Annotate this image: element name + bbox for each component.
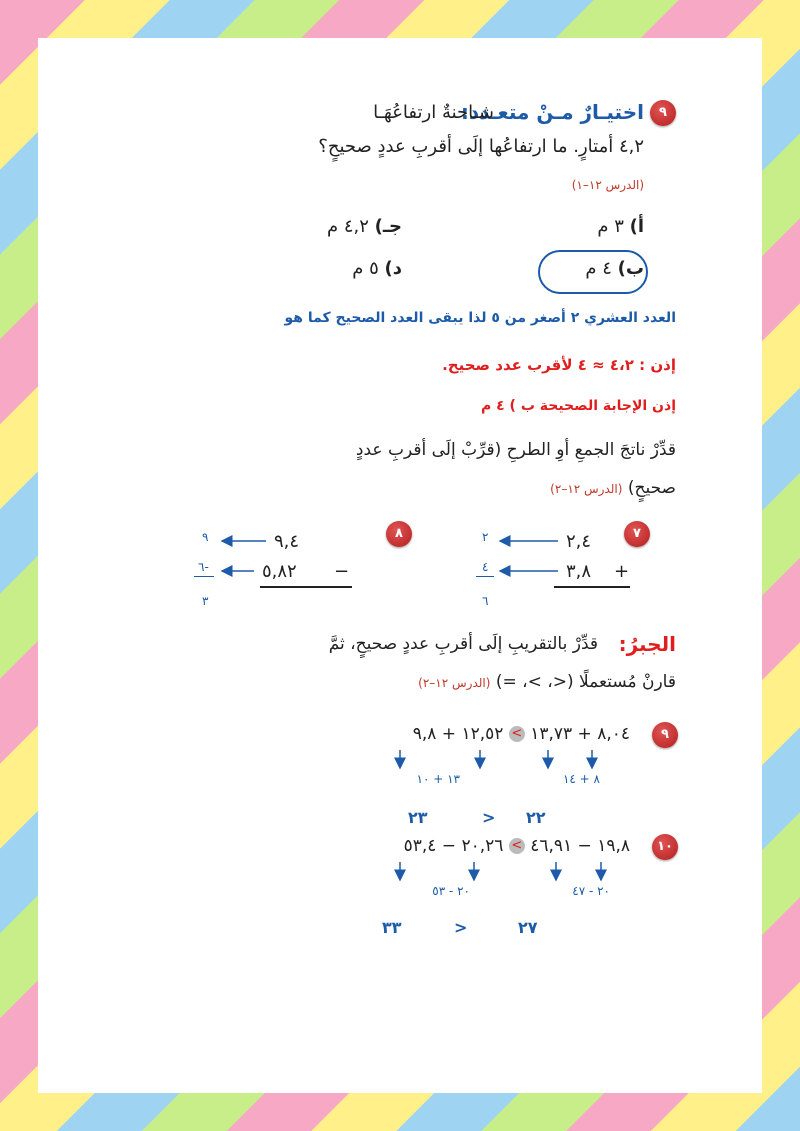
- algebra-title: الجبرُ:: [618, 632, 676, 656]
- option-d-value: ٥ م: [352, 258, 379, 279]
- option-b-value: ٤ م: [585, 258, 612, 279]
- addend-top: ٢,٤: [566, 531, 592, 552]
- correct-answer: إذن الإجابة الصحيحة ب ) ٤ م: [480, 398, 676, 414]
- worksheet-page: [38, 38, 762, 1093]
- option-c-label: جـ): [374, 216, 402, 237]
- comparison-symbol: >: [509, 726, 525, 742]
- estimate-instruction-text: صحيحٍ): [627, 478, 676, 498]
- estimate-result: ٦: [482, 594, 489, 608]
- total-comparison: >: [482, 808, 496, 827]
- minuend: ٩,٤: [274, 531, 300, 552]
- question-text-line2: ٤,٢ أمتارٍ. ما ارتفاعُها إلَى أقربِ عددٍ صحيحٍ؟: [318, 136, 644, 157]
- option-a-value: ٣ م: [597, 216, 624, 237]
- operator-plus: +: [614, 561, 631, 582]
- lesson-reference: (الدرس ١٢–٢): [418, 676, 491, 690]
- question-number-badge: ٩: [650, 100, 676, 126]
- left-rounded: ٢٠ - ٥٣: [432, 884, 470, 898]
- lesson-reference: (الدرس ١٢–٢): [550, 482, 623, 496]
- option-c-value: ٤,٢ م: [326, 216, 369, 237]
- problem-number-badge: ٨: [386, 521, 412, 547]
- left-expression: ٢٠,٢٦ − ٥٣,٤: [403, 836, 504, 856]
- lesson-reference: (الدرس ١٢–١): [571, 178, 644, 192]
- algebra-instruction-line1: قدِّرْ بالتقريبِ إلَى أقربِ عددٍ صحيحٍ، ثمَّ: [328, 634, 598, 654]
- rounding-result: إذن : ٤،٢ ≈ ٤ لأقرب عدد صحيح.: [442, 356, 676, 374]
- problem-number-badge: ١٠: [652, 834, 678, 860]
- addend-bottom: ٣,٨: [566, 561, 592, 582]
- annotation-arrows: [38, 38, 762, 1093]
- rounded-top: ٩: [202, 530, 209, 544]
- rounded-bottom: ٦-: [198, 560, 209, 574]
- right-rounded: ٢٠ - ٤٧: [572, 884, 610, 898]
- right-rounded: ٨ + ١٤: [562, 772, 600, 786]
- operator-minus: −: [334, 561, 351, 582]
- right-expression: ١٩,٨ − ٤٦,٩١: [530, 836, 630, 856]
- algebra-instruction-text: قارنْ مُستعملًا (<، >، =): [495, 672, 676, 692]
- left-total: ٢٣: [408, 808, 428, 827]
- rounded-top: ٢: [482, 530, 489, 544]
- left-total: ٣٣: [382, 918, 402, 937]
- left-rounded: ١٣ + ١٠: [416, 772, 460, 786]
- estimate-result: ٣: [202, 594, 209, 608]
- left-expression: ١٢,٥٢ + ٩,٨: [412, 724, 504, 744]
- subtrahend: ٥,٨٢: [262, 561, 297, 582]
- question-text-line1: شـاحنةٌ ارتفاعُهَـا: [373, 102, 494, 123]
- right-total: ٢٧: [518, 918, 538, 937]
- estimate-instruction-line1: قدِّرْ ناتجَ الجمعِ أوِ الطرحِ (قرِّبْ إلَى أقربِ عددٍ: [355, 440, 676, 460]
- comparison-symbol: >: [509, 838, 525, 854]
- option-a-label: أ): [629, 216, 644, 237]
- problem-number-badge: ٩: [652, 722, 678, 748]
- problem-number-badge: ٧: [624, 521, 650, 547]
- rounded-bottom: ٤: [482, 560, 489, 574]
- option-b-label: ب): [617, 258, 644, 279]
- right-expression: ٨,٠٤ + ١٣,٧٣: [530, 724, 630, 744]
- total-comparison: >: [454, 918, 468, 937]
- explanation-line: العدد العشري ٢ أصغر من ٥ لذا يبقى العدد الصحيح كما هو: [284, 310, 676, 326]
- question-title: اختيـارٌ مـنْ متعـدد:: [460, 100, 644, 124]
- right-total: ٢٢: [526, 808, 546, 827]
- option-d-label: د): [384, 258, 402, 279]
